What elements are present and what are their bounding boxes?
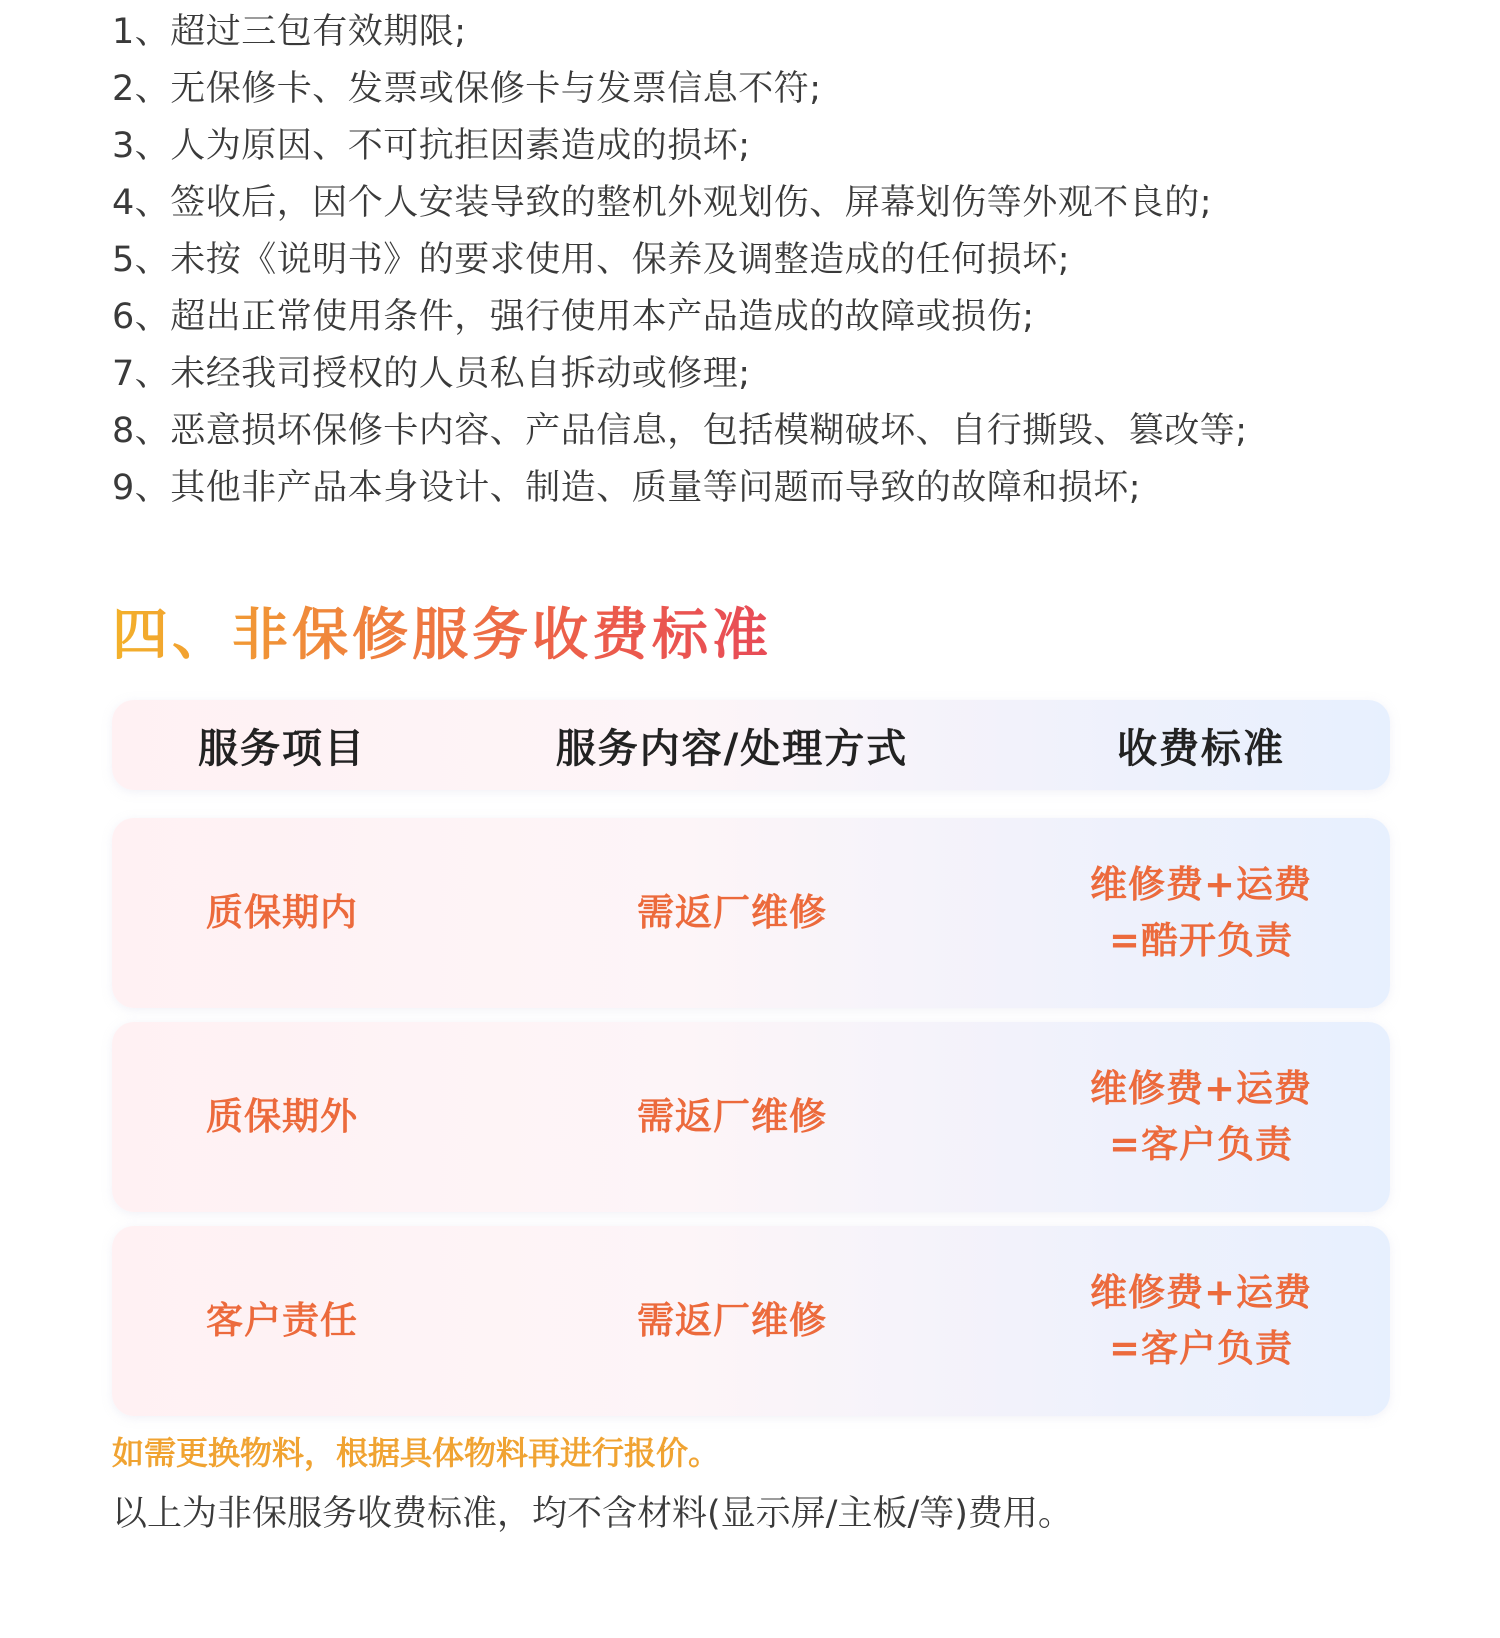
fee-table xyxy=(112,700,1390,1416)
row-fee-line1: 维修费+运费 xyxy=(1089,1067,1312,1110)
row-fee-line1: 维修费+运费 xyxy=(1089,863,1312,906)
row-service-content: 需返厂维修 xyxy=(637,891,827,934)
row-service-content: 需返厂维修 xyxy=(637,1299,827,1342)
exclusion-item: 6、超出正常使用条件，强行使用本产品造成的故障或损伤; xyxy=(112,297,1035,337)
header-service-content: 服务内容/处理方式 xyxy=(555,725,909,772)
header-fee-standard: 收费标准 xyxy=(1117,725,1285,772)
row-service-item: 客户责任 xyxy=(206,1299,358,1342)
row-service-item: 质保期外 xyxy=(206,1095,358,1138)
exclusion-item: 4、签收后，因个人安装导致的整机外观划伤、屏幕划伤等外观不良的; xyxy=(112,183,1213,223)
fee-table-header xyxy=(112,700,1390,790)
row-fee-line2: =客户负责 xyxy=(1108,1327,1293,1370)
row-fee-line2: =酷开负责 xyxy=(1108,919,1293,962)
exclusion-item: 1、超过三包有效期限; xyxy=(112,12,467,52)
row-service-content: 需返厂维修 xyxy=(637,1095,827,1138)
row-fee xyxy=(1012,818,1390,1008)
table-row xyxy=(112,1022,1390,1212)
header-service-item: 服务项目 xyxy=(198,725,366,772)
row-fee xyxy=(1012,1022,1390,1212)
exclusion-item: 7、未经我司授权的人员私自拆动或修理; xyxy=(112,354,751,394)
row-fee-line2: =客户负责 xyxy=(1108,1123,1293,1166)
table-row xyxy=(112,1226,1390,1416)
exclusion-item: 5、未按《说明书》的要求使用、保养及调整造成的任何损坏; xyxy=(112,240,1071,280)
material-quote-note: 如需更换物料，根据具体物料再进行报价。 xyxy=(112,1434,721,1472)
row-fee-line1: 维修费+运费 xyxy=(1089,1271,1312,1314)
exclusion-item: 8、恶意损坏保修卡内容、产品信息，包括模糊破坏、自行撕毁、篡改等; xyxy=(112,411,1248,451)
exclusion-item: 9、其他非产品本身设计、制造、质量等问题而导致的故障和损坏; xyxy=(112,468,1142,508)
exclusion-item: 2、无保修卡、发票或保修卡与发票信息不符; xyxy=(112,69,822,109)
table-row xyxy=(112,818,1390,1008)
row-service-item: 质保期内 xyxy=(206,891,358,934)
exclusion-item: 3、人为原因、不可抗拒因素造成的损坏; xyxy=(112,126,751,166)
warranty-exclusion-list xyxy=(112,4,1412,517)
section-title: 四、非保修服务收费标准 xyxy=(112,598,772,674)
row-fee xyxy=(1012,1226,1390,1416)
fee-disclaimer-note: 以上为非保服务收费标准，均不含材料(显示屏/主板/等)费用。 xyxy=(112,1494,1073,1534)
